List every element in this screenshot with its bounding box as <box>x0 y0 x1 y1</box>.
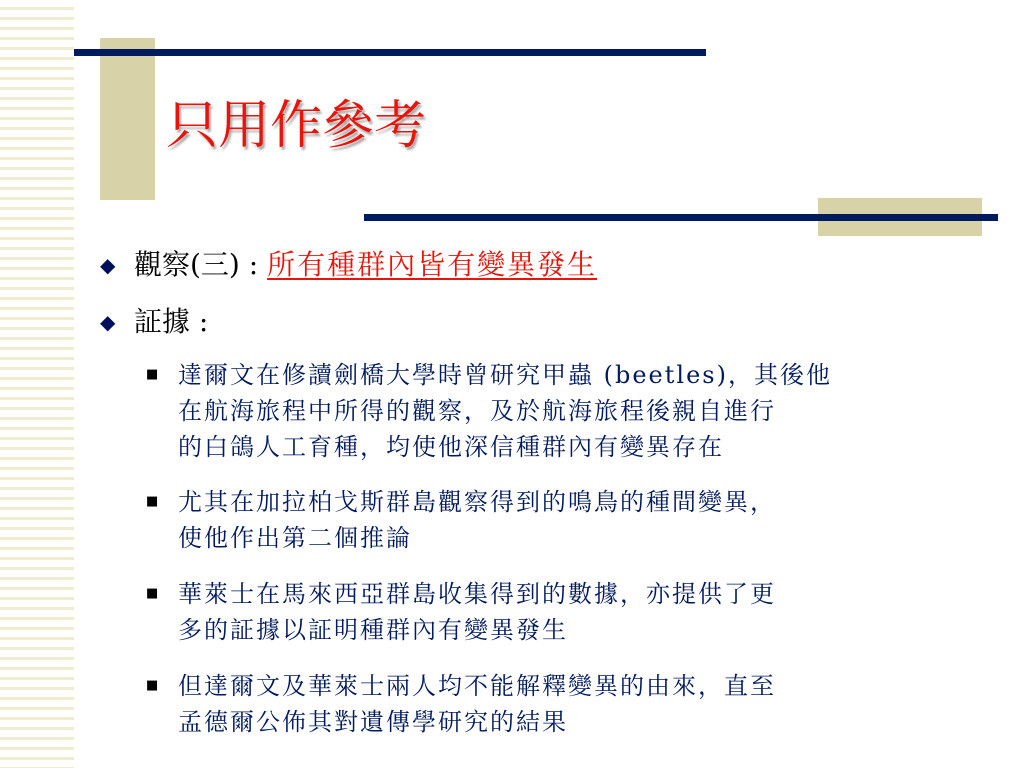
square-bullet-icon: ■ <box>146 494 159 509</box>
sub-bullet-darwin-beetles <box>146 357 966 465</box>
sub-bullet-line: 使他作出第二個推論 <box>178 524 412 552</box>
sub-bullet-line: 尤其在加拉柏戈斯群島觀察得到的鳴鳥的種間變異， <box>178 488 776 516</box>
sub-bullet-line: 的白鴿人工育種，均使他深信種群內有變異存在 <box>178 433 724 461</box>
title-rule-top <box>74 49 706 56</box>
square-bullet-icon: ■ <box>146 367 159 382</box>
title-rule-bottom <box>364 214 998 221</box>
bullet-label: 觀察(三) : <box>134 248 268 281</box>
sub-bullet-mendel <box>146 668 966 740</box>
bullet-label: 証據 : <box>134 305 209 338</box>
slide-title: 只用作參考 <box>166 96 427 156</box>
square-bullet-icon: ■ <box>146 678 159 693</box>
sub-bullet-galapagos <box>146 484 966 556</box>
sub-bullet-wallace <box>146 576 966 648</box>
sub-bullet-line: 達爾文在修讀劍橋大學時曾研究甲蟲 (beetles)，其後他 <box>178 361 832 389</box>
sub-bullet-line: 在航海旅程中所得的觀察，及於航海旅程後親自進行 <box>178 397 776 425</box>
sub-bullet-line: 華萊士在馬來西亞群島收集得到的數據，亦提供了更 <box>178 580 776 608</box>
striped-sidebar <box>0 0 74 768</box>
diamond-bullet-icon: ◆ <box>100 310 116 334</box>
highlight-text: 所有種群內皆有變異發生 <box>267 248 598 281</box>
sub-bullet-line: 但達爾文及華萊士兩人均不能解釋變異的由來，直至 <box>178 672 776 700</box>
diamond-bullet-icon: ◆ <box>100 253 116 277</box>
sub-bullet-line: 孟德爾公佈其對遺傳學研究的結果 <box>178 708 568 736</box>
accent-block-top <box>100 38 155 200</box>
sub-bullet-line: 多的証據以証明種群內有變異發生 <box>178 616 568 644</box>
square-bullet-icon: ■ <box>146 586 159 601</box>
